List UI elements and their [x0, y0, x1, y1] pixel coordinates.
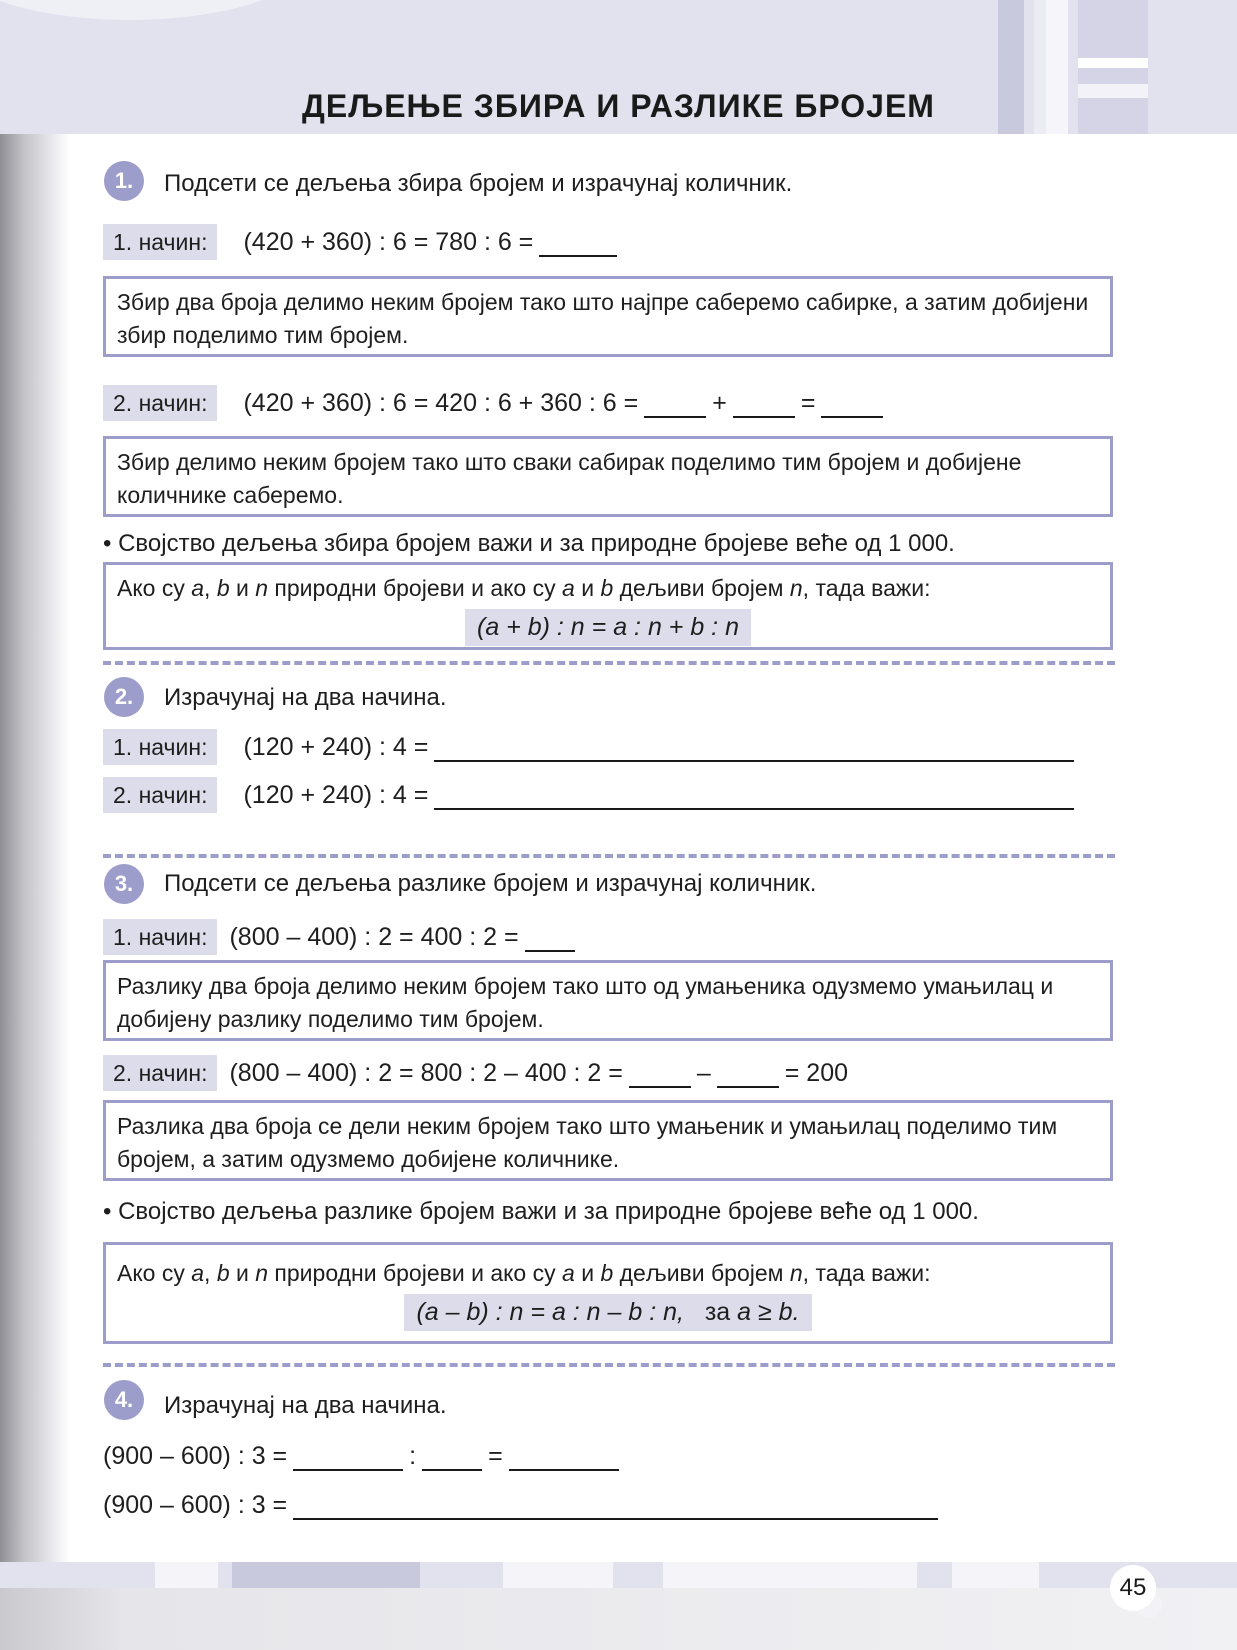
expression — [229, 1059, 848, 1088]
expression-text: (800 – 400) : 2 = 400 : 2 = — [229, 922, 519, 951]
answer-blank[interactable] — [629, 1064, 691, 1088]
answer-blank[interactable] — [539, 233, 617, 257]
rule-box: Збир два броја делимо неким бројем тако што најпре саберемо сабирке, а затим добијени збир поделимо тим бројем. — [103, 276, 1113, 357]
footer-bottom — [0, 1588, 1237, 1650]
property-statement: Ако су a, b и n природни бројеви и ако су a и b дељиви бројем n, тада важи: — [117, 575, 931, 601]
footer-segment — [663, 1562, 917, 1588]
expression — [103, 1442, 625, 1471]
expression-text: (420 + 360) : 6 = 420 : 6 + 360 : 6 = — [243, 388, 639, 417]
footer-segment — [503, 1562, 613, 1588]
answer-blank[interactable] — [717, 1064, 779, 1088]
task-instruction: Подсети се дељења збира бројем и израчунај количник. — [164, 170, 793, 197]
task4-line2-row — [103, 1491, 944, 1520]
footer-segment — [155, 1562, 218, 1588]
footer-segment — [232, 1562, 420, 1588]
section-divider — [103, 854, 1115, 858]
expression-text: (420 + 360) : 6 = 780 : 6 = — [243, 227, 534, 256]
plus-sign: + — [712, 388, 727, 417]
answer-line[interactable] — [293, 1496, 938, 1520]
expression — [243, 733, 1080, 762]
task-instruction: Израчунај на два начина. — [164, 1392, 447, 1419]
task-instruction: Израчунај на два начина. — [164, 684, 447, 711]
bullet-text: Својство дељења збира бројем важи и за природне бројеве веће од 1 000. — [118, 530, 955, 557]
section-divider — [103, 1363, 1115, 1367]
bullet-text: Својство дељења разлике бројем важи и за природне бројеве веће од 1 000. — [118, 1198, 979, 1225]
footer-segment — [952, 1562, 1039, 1588]
bullet-icon: • — [103, 530, 119, 557]
rule-box: Збир делимо неким бројем тако што сваки сабирак поделимо тим бројем и добијене количнике саберемо. — [103, 436, 1113, 517]
expression — [243, 781, 1080, 810]
result-value: = 200 — [784, 1058, 849, 1087]
formula: (a + b) : n = a : n + b : n — [465, 609, 751, 646]
task2-way1-row — [103, 729, 1080, 765]
formula: (a – b) : n = a : n – b : n, за a ≥ b. — [404, 1294, 811, 1331]
task-number-badge: 1. — [104, 161, 144, 201]
answer-blank[interactable] — [509, 1447, 619, 1471]
task2-way2-row — [103, 777, 1080, 813]
expression — [103, 1491, 944, 1520]
answer-blank[interactable] — [525, 928, 575, 952]
task-number-badge: 4. — [104, 1380, 144, 1420]
expression — [243, 389, 889, 418]
answer-line[interactable] — [434, 738, 1074, 762]
page-number: 45 — [1110, 1565, 1156, 1611]
property-box — [103, 562, 1113, 650]
header-stripe — [1078, 58, 1148, 68]
way-label: 1. начин: — [103, 729, 217, 765]
rule-box: Разлику два броја делимо неким бројем тако што од умањеника одузмемо умањилац и добијену разлику поделимо тим бројем. — [103, 960, 1113, 1041]
answer-blank[interactable] — [422, 1447, 482, 1471]
answer-blank[interactable] — [733, 394, 795, 418]
task4-line1-row — [103, 1442, 625, 1471]
colon-sign: : — [409, 1442, 417, 1470]
minus-sign: – — [696, 1058, 711, 1087]
expression-text: (120 + 240) : 4 = — [243, 732, 429, 761]
bullet-note — [103, 1198, 979, 1226]
answer-blank[interactable] — [821, 394, 883, 418]
task1-way1-row — [103, 224, 623, 260]
bullet-icon: • — [103, 1198, 119, 1225]
expression-text: (120 + 240) : 4 = — [243, 780, 429, 809]
bullet-note — [103, 530, 955, 558]
way-label: 1. начин: — [103, 919, 217, 955]
expression — [243, 228, 623, 257]
task1-way2-row — [103, 385, 889, 421]
property-box — [103, 1242, 1113, 1344]
expression-text: (900 – 600) : 3 = — [103, 1442, 288, 1470]
expression-text: (800 – 400) : 2 = 800 : 2 – 400 : 2 = — [229, 1058, 623, 1087]
task-number-badge: 3. — [104, 864, 144, 904]
way-label: 2. начин: — [103, 1055, 217, 1091]
way-label: 1. начин: — [103, 224, 217, 260]
property-statement: Ако су a, b и n природни бројеви и ако су a и b дељиви бројем n, тада важи: — [117, 1260, 931, 1286]
equals-sign: = — [800, 388, 816, 417]
answer-blank[interactable] — [644, 394, 706, 418]
section-divider — [103, 661, 1115, 665]
task-instruction: Подсети се дељења разлике бројем и израчунај количник. — [164, 870, 817, 897]
book-spine-shadow — [0, 0, 70, 1650]
expression — [229, 923, 580, 952]
task3-way2-row — [103, 1055, 848, 1091]
answer-line[interactable] — [434, 786, 1074, 810]
task3-way1-row — [103, 919, 581, 955]
equals-sign: = — [488, 1442, 503, 1470]
way-label: 2. начин: — [103, 385, 217, 421]
way-label: 2. начин: — [103, 777, 217, 813]
page-title: ДЕЉЕЊЕ ЗБИРА И РАЗЛИКЕ БРОЈЕМ — [302, 88, 935, 124]
answer-blank[interactable] — [293, 1447, 403, 1471]
rule-box: Разлика два броја се дели неким бројем тако што умањеник и умањилац поделимо тим бројем, а затим одузмемо добијене количнике. — [103, 1100, 1113, 1181]
task-number-badge: 2. — [104, 677, 144, 717]
expression-text: (900 – 600) : 3 = — [103, 1491, 288, 1519]
